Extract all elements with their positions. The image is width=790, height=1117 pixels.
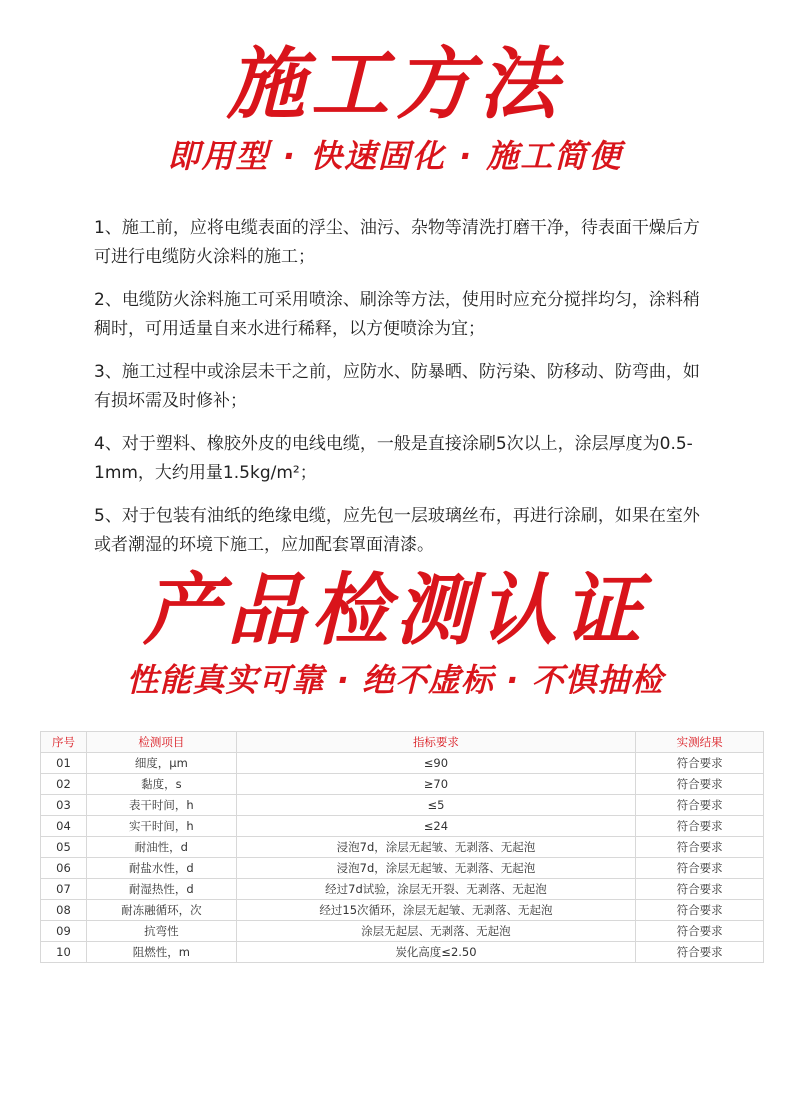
product-certification-subtitle: 性能真实可靠 · 绝不虚标 · 不惧抽检 — [126, 661, 664, 699]
step-5: 5、对于包装有油纸的绝缘电缆，应先包一层玻璃丝布，再进行涂刷，如果在室外或者潮湿的环境下施工，应加配套罩面清漆。 — [94, 506, 700, 555]
cell-item: 细度，μm — [86, 753, 236, 774]
cell-requirement: ≤5 — [236, 795, 635, 816]
cell-requirement: 涂层无起层、无剥落、无起泡 — [236, 921, 635, 942]
cell-index: 05 — [41, 837, 87, 858]
header-result: 实测结果 — [636, 732, 764, 753]
header-requirement: 指标要求 — [236, 732, 635, 753]
step-3: 3、施工过程中或涂层未干之前，应防水、防暴晒、防污染、防移动、防弯曲，如有损坏需及时修补； — [94, 362, 700, 411]
table-header-row — [41, 732, 764, 753]
product-certification-title: 产品检测认证 — [142, 566, 647, 656]
cell-result: 符合要求 — [636, 795, 764, 816]
cell-result: 符合要求 — [636, 774, 764, 795]
cell-item: 表干时间，h — [86, 795, 236, 816]
cell-requirement: 浸泡7d，涂层无起皱、无剥落、无起泡 — [236, 858, 635, 879]
cell-index: 04 — [41, 816, 87, 837]
cell-index: 01 — [41, 753, 87, 774]
construction-method-title: 施工方法 — [226, 40, 563, 130]
table-row — [41, 774, 764, 795]
cell-result: 符合要求 — [636, 837, 764, 858]
header-item: 检测项目 — [86, 732, 236, 753]
cell-result: 符合要求 — [636, 921, 764, 942]
table-row — [41, 753, 764, 774]
cell-result: 符合要求 — [636, 816, 764, 837]
header-index: 序号 — [41, 732, 87, 753]
table-row — [41, 858, 764, 879]
cell-item: 黏度，s — [86, 774, 236, 795]
cell-result: 符合要求 — [636, 858, 764, 879]
cell-index: 02 — [41, 774, 87, 795]
cell-requirement: ≤24 — [236, 816, 635, 837]
table-row — [41, 900, 764, 921]
cell-requirement: 浸泡7d，涂层无起皱、无剥落、无起泡 — [236, 837, 635, 858]
cell-index: 06 — [41, 858, 87, 879]
table-row — [41, 795, 764, 816]
cell-index: 03 — [41, 795, 87, 816]
cell-index: 10 — [41, 942, 87, 963]
cell-index: 08 — [41, 900, 87, 921]
cell-item: 阻燃性，m — [86, 942, 236, 963]
construction-method-subtitle: 即用型 · 快速固化 · 施工简便 — [167, 137, 623, 175]
cell-requirement: 经过15次循环，涂层无起皱、无剥落、无起泡 — [236, 900, 635, 921]
cell-requirement: 经过7d试验，涂层无开裂、无剥落、无起泡 — [236, 879, 635, 900]
cell-item: 耐湿热性，d — [86, 879, 236, 900]
cell-index: 07 — [41, 879, 87, 900]
construction-steps — [94, 214, 704, 574]
cell-index: 09 — [41, 921, 87, 942]
cell-requirement: ≥70 — [236, 774, 635, 795]
table-row — [41, 837, 764, 858]
cell-requirement: ≤90 — [236, 753, 635, 774]
cell-item: 耐冻融循环，次 — [86, 900, 236, 921]
cell-item: 耐盐水性，d — [86, 858, 236, 879]
cell-item: 实干时间，h — [86, 816, 236, 837]
cell-result: 符合要求 — [636, 900, 764, 921]
table-row — [41, 921, 764, 942]
step-4: 4、对于塑料、橡胶外皮的电线电缆，一般是直接涂刷5次以上，涂层厚度为0.5-1mm，大约用量1.5kg/m²； — [94, 434, 693, 483]
table-row — [41, 942, 764, 963]
test-results-table-wrapper — [40, 731, 764, 963]
table-row — [41, 816, 764, 837]
cell-result: 符合要求 — [636, 879, 764, 900]
cell-item: 耐油性，d — [86, 837, 236, 858]
cell-requirement: 炭化高度≤2.50 — [236, 942, 635, 963]
table-row — [41, 879, 764, 900]
test-results-table — [40, 731, 764, 963]
cell-item: 抗弯性 — [86, 921, 236, 942]
step-2: 2、电缆防火涂料施工可采用喷涂、刷涂等方法，使用时应充分搅拌均匀，涂料稍稠时，可用适量自来水进行稀释，以方便喷涂为宜； — [94, 290, 700, 339]
cell-result: 符合要求 — [636, 942, 764, 963]
cell-result: 符合要求 — [636, 753, 764, 774]
step-1: 1、施工前，应将电缆表面的浮尘、油污、杂物等清洗打磨干净，待表面干燥后方可进行电缆防火涂料的施工； — [94, 218, 700, 267]
